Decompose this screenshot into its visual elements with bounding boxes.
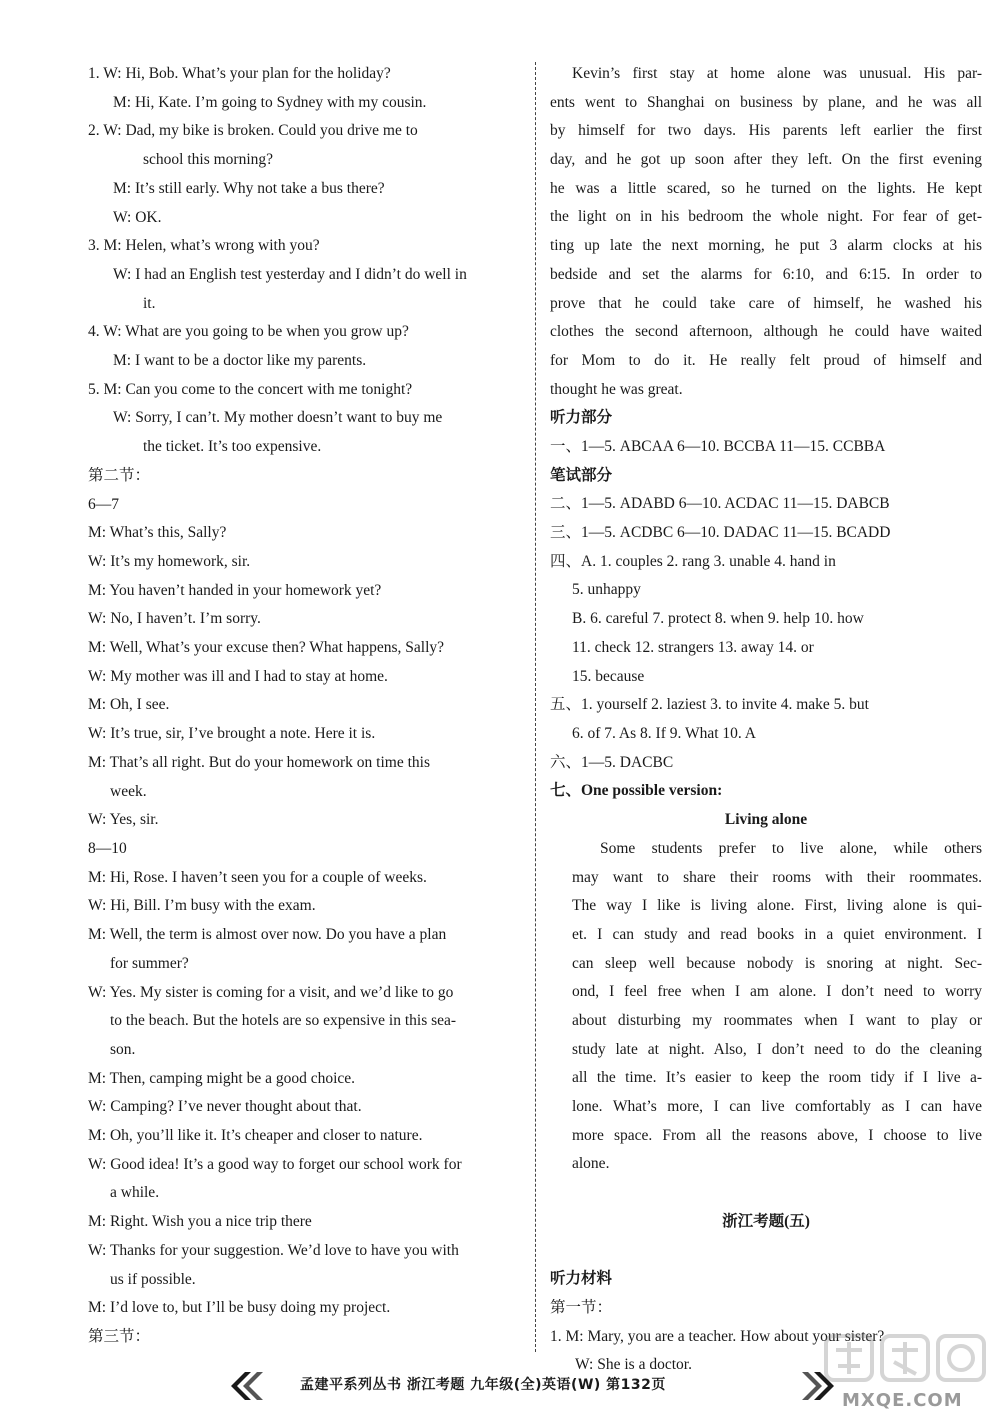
right-text-line: 听力材料 bbox=[550, 1270, 613, 1288]
left-text-line: week. bbox=[110, 782, 147, 800]
left-text-line: us if possible. bbox=[110, 1270, 196, 1288]
left-text-line: W: No, I haven’t. I’m sorry. bbox=[88, 610, 261, 628]
right-text-line: ents went to Shanghai on business by plane, and he was all bbox=[550, 93, 982, 111]
left-text-line: M: Well, the term is almost over now. Do you have a plan bbox=[88, 926, 447, 944]
left-text-line: M: Well, What’s your excuse then? What happens, Sally? bbox=[88, 639, 445, 657]
left-text-line: W: Camping? I’ve never thought about that. bbox=[88, 1098, 362, 1116]
left-text-line: 第三节： bbox=[88, 1327, 151, 1345]
right-text-line: day, and he got up soon after they left. On the first evening bbox=[550, 151, 982, 169]
left-text-line: M: That’s all right. But do your homework on time this bbox=[88, 753, 430, 771]
left-text-line: for summer? bbox=[110, 954, 189, 972]
left-text-line: the ticket. It’s too expensive. bbox=[143, 438, 322, 456]
left-text-line: W: It’s my homework, sir. bbox=[88, 552, 251, 570]
right-text-line: about disturbing my roommates when I want to play or bbox=[572, 1011, 982, 1029]
right-text-line: alone. bbox=[572, 1155, 610, 1173]
left-text-line: son. bbox=[110, 1040, 136, 1058]
right-text-line: by himself for two days. His parents left earlier the first bbox=[550, 122, 982, 140]
left-text-line: 第二节： bbox=[88, 466, 151, 484]
right-text-line: 11. check 12. strangers 13. away 14. or bbox=[572, 638, 814, 656]
right-text-line: 二、1—5. ADABD 6—10. ACDAC 11—15. DABCB bbox=[550, 495, 890, 513]
right-text-line: 一、1—5. ABCAA 6—10. BCCBA 11—15. CCBBA bbox=[550, 437, 886, 455]
left-text-line: 4. W: What are you going to be when you grow up? bbox=[88, 323, 409, 341]
left-text-line: M: Right. Wish you a nice trip there bbox=[88, 1213, 312, 1231]
right-text-line: The way I like is living alone. First, living alone is qui- bbox=[572, 897, 982, 915]
right-text-line: W: She is a doctor. bbox=[575, 1356, 692, 1374]
right-text-line: may want to share their rooms with their roommates. bbox=[572, 868, 982, 886]
left-text-line: to the beach. But the hotels are so expensive in this sea- bbox=[110, 1012, 457, 1030]
footer-text: 孟建平系列丛书 浙江考题 九年级(全)英语(W) 第132页 bbox=[300, 1377, 666, 1393]
left-text-line: M: Hi, Rose. I haven’t seen you for a couple of weeks. bbox=[88, 868, 427, 886]
left-text-line: M: I’d love to, but I’ll be busy doing my project. bbox=[88, 1299, 391, 1317]
left-text-line: 2. W: Dad, my bike is broken. Could you drive me to bbox=[88, 122, 418, 140]
left-text-line: W: I had an English test yesterday and I didn’t do well in bbox=[113, 265, 467, 283]
right-text-line: 四、A. 1. couples 2. rang 3. unable 4. hand in bbox=[550, 552, 836, 570]
right-text-line: 5. unhappy bbox=[572, 581, 641, 599]
right-column bbox=[550, 60, 982, 1380]
right-text-line: prove that he could take care of himself, he washed his bbox=[550, 294, 982, 312]
right-text-line: Living alone bbox=[724, 811, 808, 829]
left-text-line: M: You haven’t handed in your homework yet? bbox=[88, 581, 382, 599]
right-text-line: for Mom to do it. He really felt proud of himself and bbox=[550, 351, 982, 369]
left-text-line: W: Yes, sir. bbox=[88, 811, 159, 829]
right-text-line: 6. of 7. As 8. If 9. What 10. A bbox=[572, 725, 756, 742]
left-text-line: M: Then, camping might be a good choice. bbox=[88, 1069, 356, 1087]
right-text-line: study late at night. Also, I don’t need to do the cleaning bbox=[572, 1040, 982, 1058]
right-text-line: ting up late the next morning, he put 3 alarm clocks at his bbox=[550, 237, 982, 255]
right-text-line bbox=[550, 1236, 982, 1265]
right-text-line: Kevin’s first stay at home alone was unusual. His par- bbox=[572, 65, 982, 82]
left-text-line: W: Good idea! It’s a good way to forget our school work for bbox=[88, 1155, 462, 1173]
watermark-text: MXQE.COM bbox=[842, 1390, 963, 1411]
left-text-line: M: I want to be a doctor like my parents. bbox=[113, 352, 367, 370]
left-text-line: 5. M: Can you come to the concert with me tonight? bbox=[88, 380, 413, 398]
left-text-line: 6—7 bbox=[88, 495, 119, 513]
right-text-line: B. 6. careful 7. protect 8. when 9. help 10. how bbox=[572, 610, 864, 628]
left-text-line: a while. bbox=[110, 1184, 160, 1202]
right-text-line: he was a little scared, so he turned on the lights. He kept bbox=[550, 179, 982, 197]
right-text-line: clothes the second afternoon, although he could have waited bbox=[550, 323, 982, 341]
right-text-line: lone. What’s more, I can live comfortably as I can have bbox=[572, 1098, 982, 1115]
right-text-line: 听力部分 bbox=[550, 409, 613, 427]
left-column bbox=[88, 60, 524, 1352]
left-text-line: M: Oh, you’ll like it. It’s cheaper and closer to nature. bbox=[88, 1127, 423, 1145]
right-text-line: the light on in his bedroom the whole night. For fear of get- bbox=[550, 208, 982, 226]
left-text-line: W: My mother was ill and I had to stay at home. bbox=[88, 667, 388, 685]
right-text-line: et. I can study and read books in a quiet environment. I bbox=[572, 925, 982, 943]
left-text-line: school this morning? bbox=[143, 151, 274, 169]
right-text-line: can sleep well because nobody is snoring at night. Sec- bbox=[572, 954, 982, 972]
left-text-line: W: OK. bbox=[113, 208, 162, 226]
right-text-line: 七、One possible version: bbox=[550, 782, 723, 800]
right-text-line: 三、1—5. ACDBC 6—10. DADAC 11—15. BCADD bbox=[550, 524, 891, 542]
right-text-line: thought he was great. bbox=[550, 380, 683, 398]
left-text-line: M: Hi, Kate. I’m going to Sydney with my cousin. bbox=[113, 93, 427, 111]
right-text-line: 六、1—5. DACBC bbox=[550, 753, 674, 771]
right-text-line: all the time. It’s easier to keep the room tidy if I live a- bbox=[572, 1069, 982, 1087]
right-text-line: 五、1. yourself 2. laziest 3. to invite 4. make 5. but bbox=[550, 696, 869, 714]
right-text-line: 笔试部分 bbox=[550, 466, 613, 484]
left-text-line: it. bbox=[143, 294, 156, 312]
left-text-line: M: What’s this, Sally? bbox=[88, 524, 227, 542]
right-text-line: more space. From all the reasons above, I choose to live bbox=[572, 1126, 982, 1144]
right-text-line: 第一节： bbox=[550, 1298, 613, 1316]
right-text-line: 1. M: Mary, you are a teacher. How about your sister? bbox=[550, 1327, 885, 1345]
right-text-line: Some students prefer to live alone, while others bbox=[600, 839, 982, 857]
double-chevron-left-icon bbox=[225, 1370, 265, 1407]
left-text-line: 8—10 bbox=[88, 839, 127, 857]
right-text-line bbox=[550, 1179, 982, 1208]
left-text-line: 1. W: Hi, Bob. What’s your plan for the holiday? bbox=[88, 65, 391, 82]
right-text-line: bedside and set the alarms for 6:10, and 6:15. In order to bbox=[550, 265, 982, 283]
left-text-line: W: It’s true, sir, I’ve brought a note. Here it is. bbox=[88, 725, 376, 743]
right-text-line: ond, I feel free when I am alone. I don’t need to worry bbox=[572, 983, 982, 1001]
column-divider bbox=[535, 62, 536, 1352]
left-text-line: W: Sorry, I can’t. My mother doesn’t want to buy me bbox=[113, 409, 443, 427]
right-text-line: 15. because bbox=[572, 667, 645, 685]
right-text-line: 浙江考题(五) bbox=[722, 1212, 810, 1230]
left-text-line: M: It’s still early. Why not take a bus there? bbox=[113, 179, 385, 197]
left-text-line: W: Hi, Bill. I’m busy with the exam. bbox=[88, 897, 316, 915]
left-text-line: W: Yes. My sister is coming for a visit, and we’d like to go bbox=[88, 983, 454, 1001]
left-text-line: M: Oh, I see. bbox=[88, 696, 170, 714]
left-text-line: 3. M: Helen, what’s wrong with you? bbox=[88, 237, 320, 255]
left-text-line: W: Thanks for your suggestion. We’d love to have you with bbox=[88, 1241, 459, 1259]
